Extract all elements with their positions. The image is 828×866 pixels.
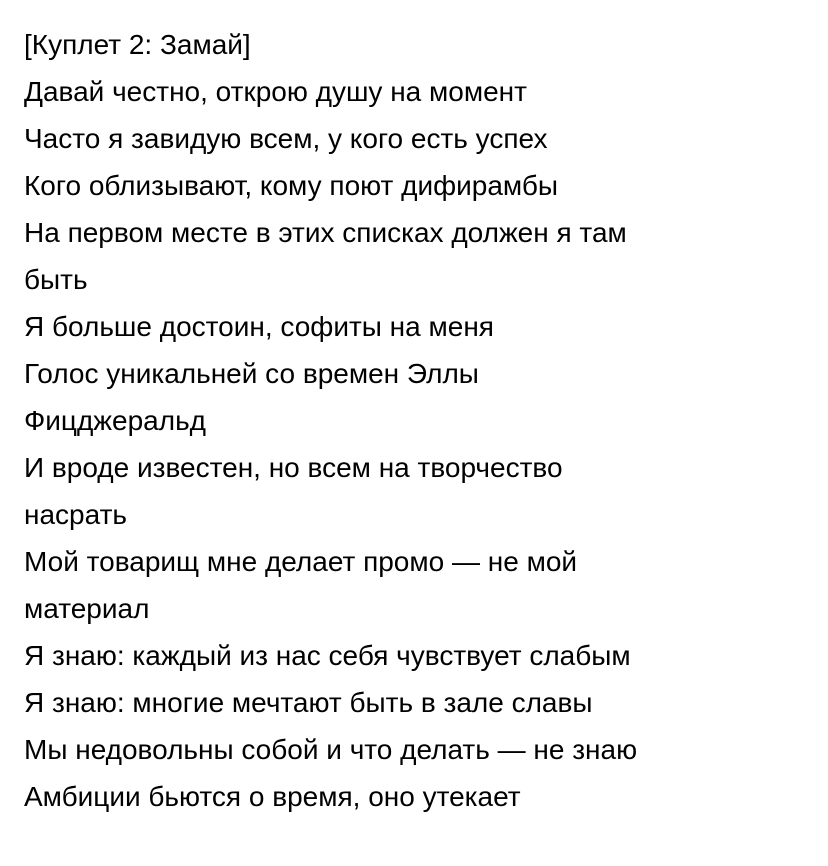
lyric-line: Я больше достоин, софиты на меня xyxy=(24,311,494,342)
section-header: [Куплет 2: Замай] xyxy=(24,29,251,60)
lyric-line: Мы недовольны собой и что делать — не знаю xyxy=(24,734,638,765)
lyric-line: Часто я завидую всем, у кого есть успех xyxy=(24,123,548,154)
lyric-line: И вроде известен, но всем на творчество xyxy=(24,452,563,483)
lyric-line: Амбиции бьются о время, оно утекает xyxy=(24,781,521,812)
lyric-line: материал xyxy=(24,593,150,624)
lyric-line: быть xyxy=(24,264,88,295)
lyric-line: Кого облизывают, кому поют дифирамбы xyxy=(24,170,559,201)
lyric-line: Фицджеральд xyxy=(24,405,207,436)
lyric-line: Я знаю: многие мечтают быть в зале славы xyxy=(24,687,593,718)
lyric-line: На первом месте в этих списках должен я там xyxy=(24,217,627,248)
lyrics-text xyxy=(24,68,804,820)
lyric-line: Я знаю: каждый из нас себя чувствует слабым xyxy=(24,640,631,671)
lyric-line: насрать xyxy=(24,499,127,530)
lyric-line: Мой товарищ мне делает промо — не мой xyxy=(24,546,578,577)
lyric-line: Давай честно, открою душу на момент xyxy=(24,76,527,107)
lyric-line: Голос уникальней со времен Эллы xyxy=(24,358,479,389)
